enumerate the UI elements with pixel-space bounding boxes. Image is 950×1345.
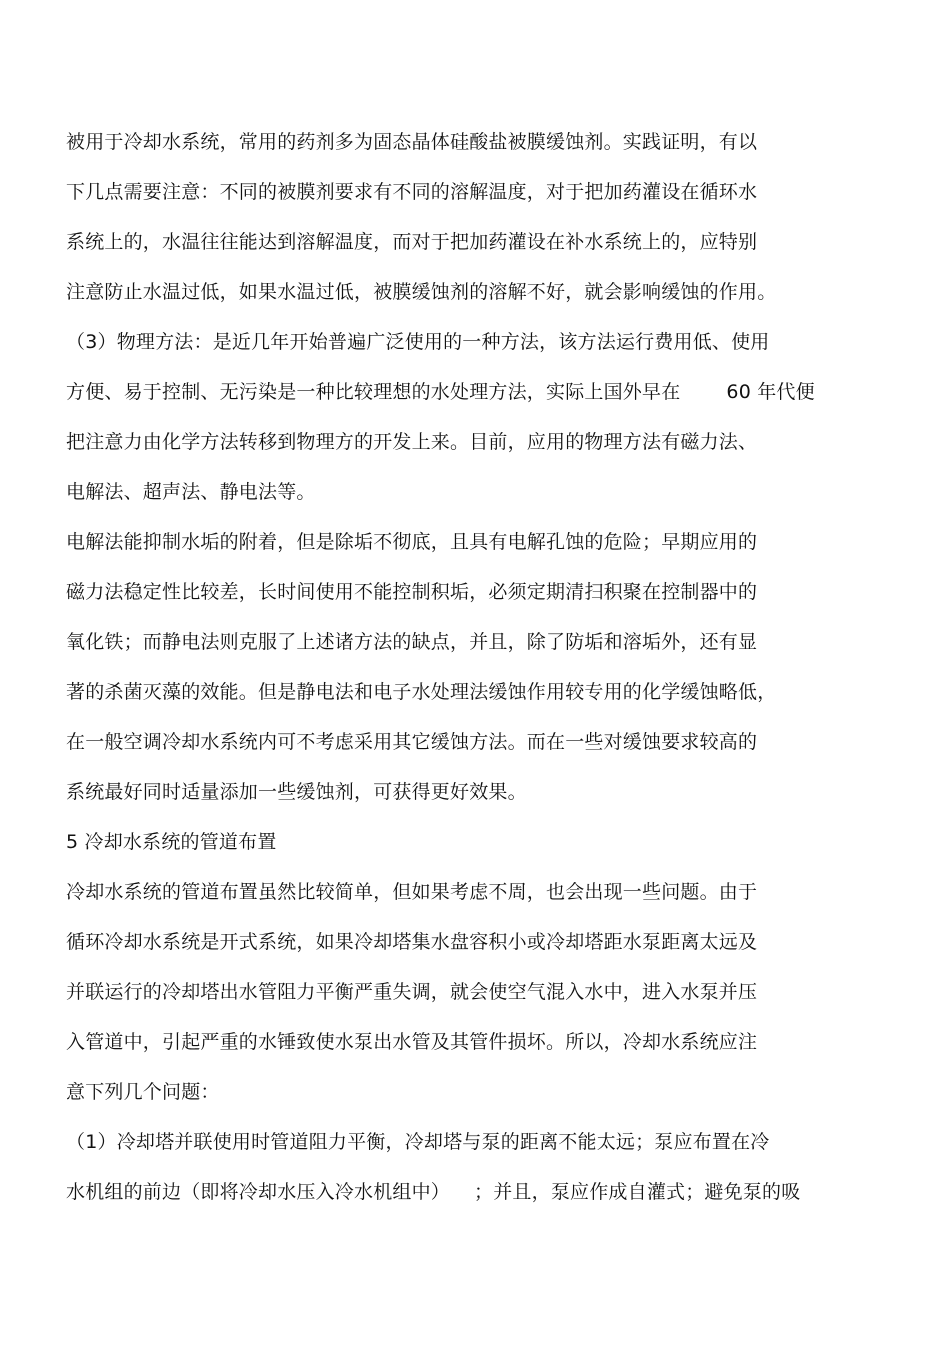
text-line-8: 电解法、超声法、静电法等。	[66, 481, 316, 503]
text-line-1: 被用于冷却水系统，常用的药剂多为固态晶体硅酸盐被膜缓蚀剂。实践证明，有以	[66, 131, 758, 153]
text-line-4: 注意防止水温过低，如果水温过低，被膜缓蚀剂的溶解不好，就会影响缓蚀的作用。	[66, 281, 777, 303]
text-line-7: 把注意力由化学方法转移到物理方的开发上来。目前，应用的物理方法有磁力法、	[66, 431, 758, 453]
text-line-6-main: 方便、易于控制、无污染是一种比较理想的水处理方法，实际上国外早在	[66, 381, 681, 403]
text-line-6-tail: 60 年代便	[726, 381, 815, 403]
text-line-20: 意下列几个问题：	[66, 1081, 220, 1103]
text-line-2: 下几点需要注意：不同的被膜剂要求有不同的溶解温度，对于把加药灌设在循环水	[66, 181, 758, 203]
text-line-19: 入管道中，引起严重的水锤致使水泵出水管及其管件损坏。所以，冷却水系统应注	[66, 1031, 758, 1053]
text-line-16: 冷却水系统的管道布置虽然比较简单，但如果考虑不周，也会出现一些问题。由于	[66, 881, 758, 903]
text-line-13: 在一般空调冷却水系统内可不考虑采用其它缓蚀方法。而在一些对缓蚀要求较高的	[66, 731, 758, 753]
text-line-11: 氧化铁；而静电法则克服了上述诸方法的缺点，并且，除了防垢和溶垢外，还有显	[66, 631, 758, 653]
text-line-6	[66, 380, 815, 404]
text-line-17: 循环冷却水系统是开式系统，如果冷却塔集水盘容积小或冷却塔距水泵距离太远及	[66, 931, 758, 953]
text-line-22	[66, 1180, 800, 1204]
text-line-21: （1）冷却塔并联使用时管道阻力平衡，冷却塔与泵的距离不能太远；泵应布置在冷	[66, 1131, 770, 1153]
text-line-9: 电解法能抑制水垢的附着，但是除垢不彻底，且具有电解孔蚀的危险；早期应用的	[66, 531, 758, 553]
text-line-22-tail: ；并且，泵应作成自灌式；避免泵的吸	[474, 1181, 801, 1203]
text-line-18: 并联运行的冷却塔出水管阻力平衡严重失调，就会使空气混入水中，进入水泵并压	[66, 981, 758, 1003]
text-line-22-main: 水机组的前边（即将冷却水压入冷水机组中）	[66, 1181, 451, 1203]
section-heading: 5 冷却水系统的管道布置	[66, 831, 277, 853]
text-line-12: 著的杀菌灭藻的效能。但是静电法和电子水处理法缓蚀作用较专用的化学缓蚀略低，	[66, 681, 777, 703]
text-line-3: 系统上的，水温往往能达到溶解温度，而对于把加药灌设在补水系统上的，应特别	[66, 231, 758, 253]
text-line-10: 磁力法稳定性比较差，长时间使用不能控制积垢，必须定期清扫积聚在控制器中的	[66, 581, 758, 603]
text-line-5: （3）物理方法：是近几年开始普遍广泛使用的一种方法，该方法运行费用低、使用	[66, 331, 770, 353]
text-line-14: 系统最好同时适量添加一些缓蚀剂，可获得更好效果。	[66, 781, 527, 803]
